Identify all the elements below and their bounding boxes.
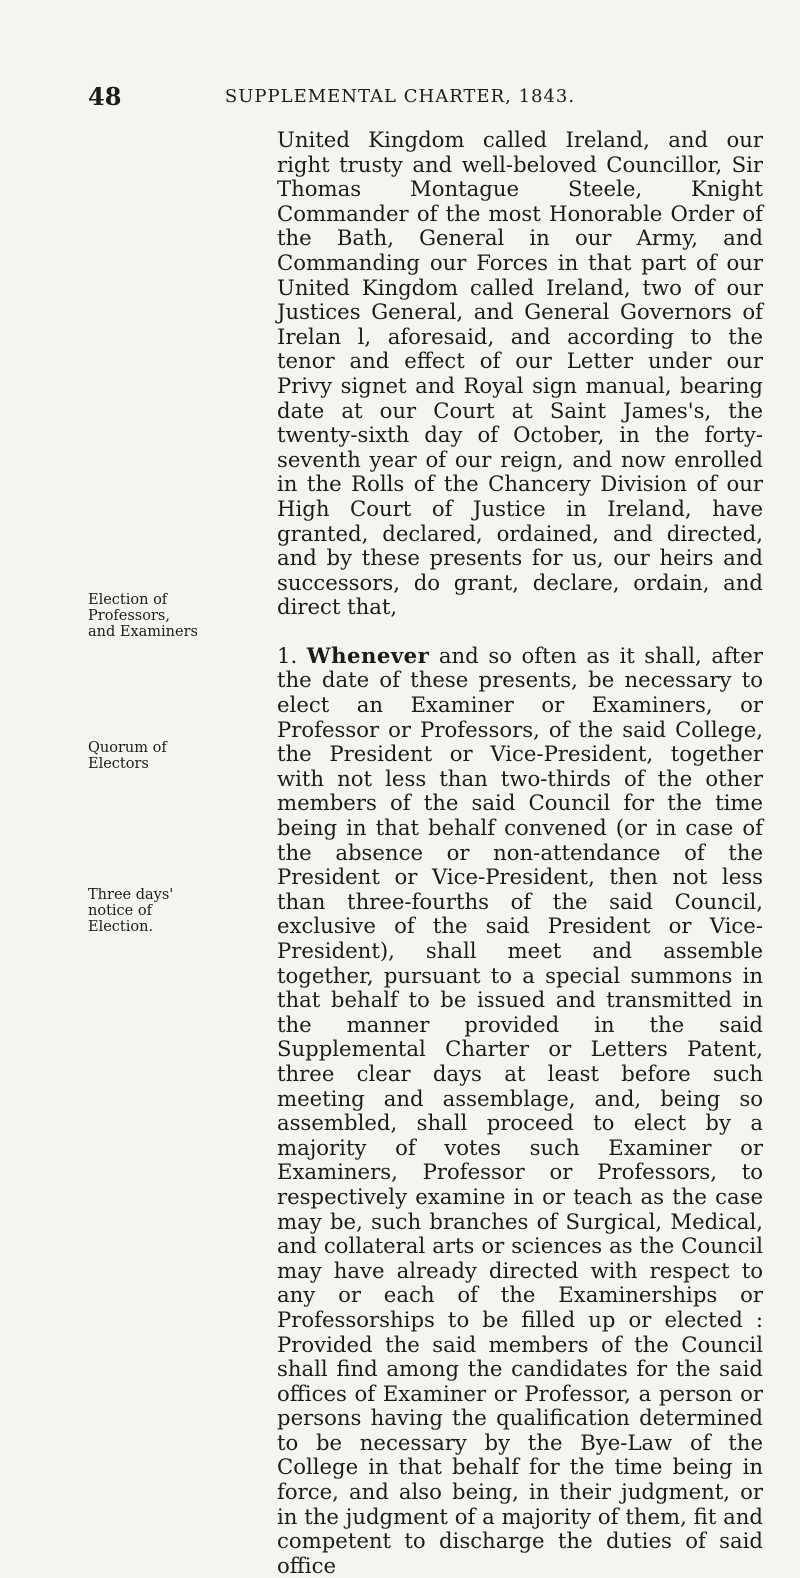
margin-note-notice: Three days' notice of Election. — [88, 887, 174, 935]
margin-note-quorum: Quorum of Electors — [88, 740, 167, 772]
page-number: 48 — [88, 82, 122, 111]
clause-lead-word: Whenever — [306, 642, 430, 668]
paragraph-clause-1 — [277, 644, 763, 1578]
clause-number: 1. — [277, 642, 298, 668]
page-header — [0, 82, 800, 112]
running-title: SUPPLEMENTAL CHARTER, 1843. — [224, 86, 576, 107]
paragraph: United Kingdom called Ireland, and our right trusty and well-beloved Councillor, Sir Thomas Montague Steele, Knight Commander of the most Honorable Order of the Bath, General in our Army, and Commanding our Forces in that part of our United Kingdom called Ireland, two of our Justices General, and General Governors of Irelan l, aforesaid, and according to the tenor and effect of our Letter under our Privy signet and Royal sign manual, bearing date at our Court at Saint James's, the twenty-sixth day of October, in the forty-seventh year of our reign, and now enrolled in the Rolls of the Chancery Division of our High Court of Justice in Ireland, have granted, declared, ordained, and directed, and by these presents for us, our heirs and successors, do grant, declare, ordain, and direct that, — [277, 127, 763, 620]
clause-text: and so often as it shall, after the date of these presents, be necessary to elect an Examiner or Examiners, or Professor or Professors, of the said College, the President or Vice-President, together with not less than two-thirds of the other members of the said Council for the time being in that behalf convened (or in case of the absence or non-attendance of the President or Vice-President, then not less than three-fourths of the said Council, exclusive of the said President or Vice-President), shall meet and assemble together, pursuant to a special summons in that behalf to be issued and transmitted in the manner provided in the said Supplemental Charter or Letters Patent, three clear days at least before such meeting and assemblage, and, being so assembled, shall proceed to elect by a majority of votes such Examiner or Examiners, Professor or Professors, to respectively examine in or teach as the case may be, such branches of Surgical, Medical, and collateral arts or sciences as the Council may have already directed with respect to any or each of the Examinerships or Professorships to be filled up or elected : Provided the said members of the Council shall find among the candidates for the said offices of Examiner or Professor, a person or persons having the qualification determined to be necessary by the Bye-Law of the College in that behalf for the time being in force, and also being, in their judgment, or in the judgment of a majority of them, fit and competent to discharge the duties of said office — [277, 642, 763, 1578]
body-text — [277, 128, 763, 1578]
margin-note-election: Election of Professors, and Examiners — [88, 592, 198, 640]
